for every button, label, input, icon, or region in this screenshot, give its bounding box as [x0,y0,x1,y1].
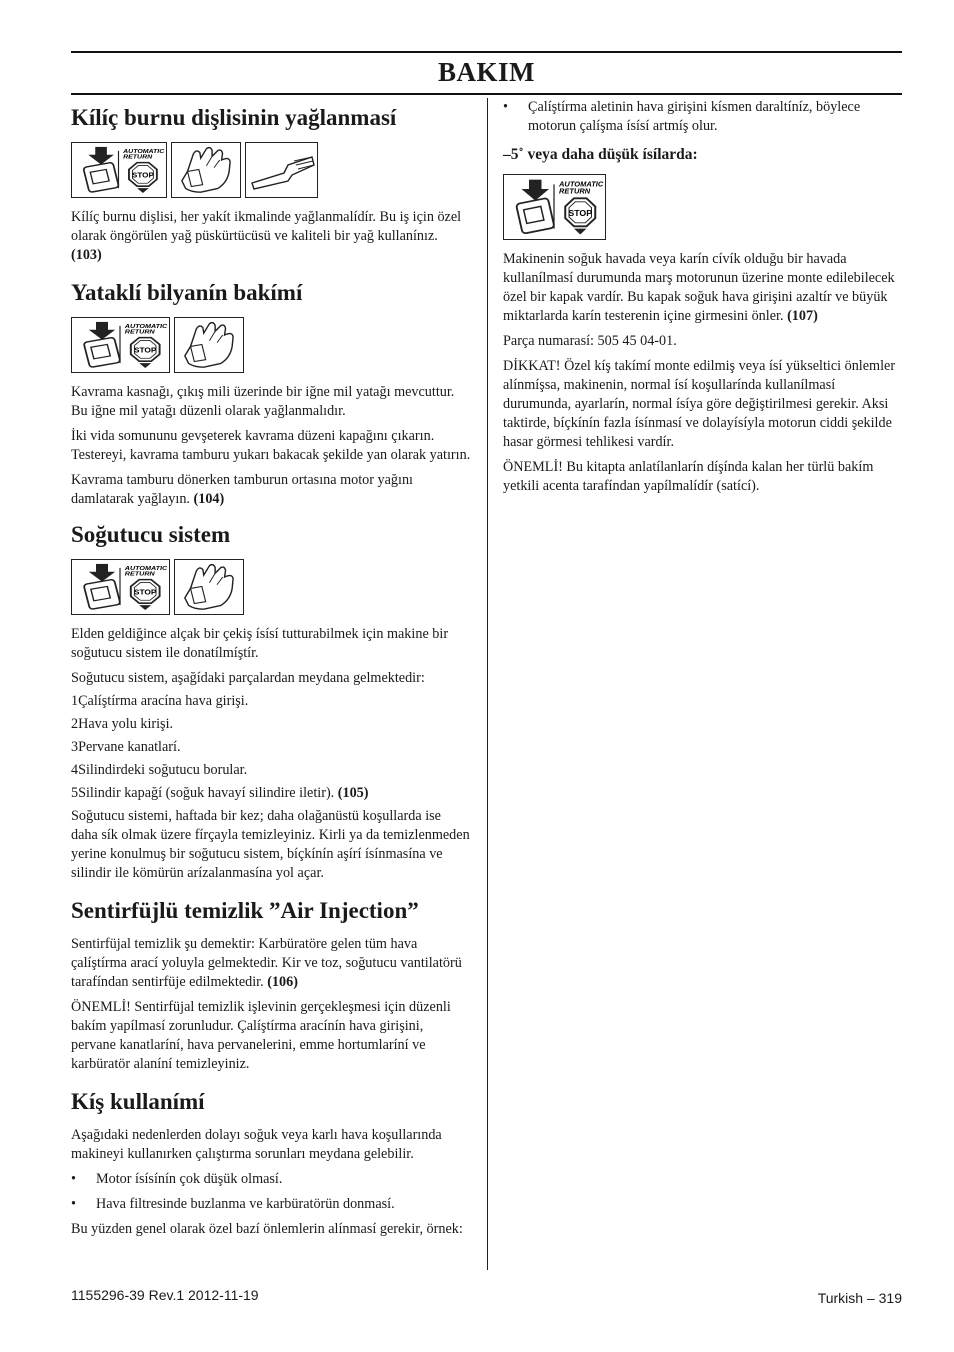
svg-text:RETURN: RETURN [124,571,155,578]
svg-text:RETURN: RETURN [123,154,153,161]
paragraph: Elden geldiğince alçak bir çekiş ísísí tutturabilmek için makine bir soğutucu sistem ile donatílmíştír. [71,626,449,661]
svg-text:AUTOMATIC: AUTOMATIC [124,323,168,330]
list-item: 5Silindir kapağí (soğuk havayí silindire iletir). (105) [71,785,369,801]
stop-switch-icon [71,559,170,615]
svg-text:STOP: STOP [568,208,593,218]
paragraph: Soğutucu sistem, aşağídaki parçalardan meydana gelmektedir: [71,670,425,686]
doc-revision: 1155296-39 Rev.1 2012-11-19 [71,1287,259,1303]
svg-text:RETURN: RETURN [124,329,155,336]
paragraph: ÖNEMLİ! Bu kitapta anlatílanlarín díşínda kalan her türlü bakím yetkili acenta tarafíndan yapílmalídír (satící). [503,459,874,494]
paragraph: Kavrama tamburu dönerken tamburun ortasına motor yağını damlatarak yağlayın. (104) [71,472,413,507]
section-title-cooling-system: Soğutucu sistem [71,522,231,547]
glove-icon [171,142,241,198]
icon-row [71,142,471,198]
paragraph: Soğutucu sistemi, haftada bir kez; daha olağanüstü koşullarda ise daha sík olmak üzere fírçayla temizleyiniz. Kirli ya da temizlenmeden yerine konulmuş bir soğutucu sistem, bíçkínín aşírí ísínmasína ve silindir ile kömürün arízalanmasína yol açar. [71,808,470,881]
icon-row [71,317,471,373]
header-rule [71,93,902,95]
stop-switch-icon [503,174,606,240]
grease-gun-icon [245,142,318,198]
section-title-air-injection: Sentirfüjlü temizlik ”Air Injection” [71,898,419,923]
paragraph: Kílíç burnu dişlisi, her yakít ikmalinde yağlanmalídír. Bu iş için özel olarak öngörülen yağ püskürtücüsü ve kaliteli bir yağ kullanínız. (103) [71,209,462,263]
list-item: 1Çalíştírma aracína hava girişi. [71,693,249,709]
list-item: 4Silindirdeki soğutucu borular. [71,762,248,778]
page-title: BAKIM [438,57,535,87]
list-item: 2Hava yolu kirişi. [71,716,174,732]
top-rule [71,51,902,53]
svg-text:STOP: STOP [133,346,157,355]
svg-text:STOP: STOP [131,170,154,180]
section-title-bar-tip-lubrication: Kílíç burnu dişlisinin yağlanmasí [71,105,397,130]
column-divider [487,98,488,1270]
paragraph: ÖNEMLİ! Sentirfüjal temizlik işlevinin gerçekleşmesi için düzenli bakím yapílmasí zorunludur. Çalíştírma aracínín hava girişini, pervane kanatlaríní, hava pervanelerini, emme hortumlaríní ve karbüratör alaníní temizleyiniz. [71,999,451,1072]
paragraph: Kavrama kasnağı, çıkış mili üzerinde bir iğne mil yatağı mevcuttur. Bu iğne mil yatağı düzenli olarak yağlanmalıdır. [71,384,455,419]
svg-text:AUTOMATIC: AUTOMATIC [559,179,604,189]
page-number: Turkish – 319 [817,1290,902,1306]
section-title-winter-use: Kíş kullanímí [71,1089,205,1114]
sub-heading: –5˚ veya daha düşük ísílarda: [503,146,698,163]
icon-row [503,174,902,240]
svg-text:RETURN: RETURN [559,186,591,196]
paragraph: Bu yüzden genel olarak özel bazí önlemlerin alínmasí gerekir, örnek: [71,1221,463,1237]
right-column [503,98,902,502]
list-item: 3Pervane kanatlarí. [71,739,181,755]
svg-text:STOP: STOP [133,588,157,597]
svg-text:AUTOMATIC: AUTOMATIC [124,565,168,572]
paragraph: Makinenin soğuk havada veya karín cívík olduğu bir havada kullanílmasí durumunda marş motorunun üzerine monte edilebilecek özel bir kapak vardír. Bu kapak soğuk hava girişini azaltír ve büyük miktarlarda karín testerenin içine girmesini önler. (107) [503,251,895,324]
icon-row [71,559,471,615]
svg-text:AUTOMATIC: AUTOMATIC [123,148,165,155]
stop-switch-icon [71,142,167,198]
glove-icon [174,317,244,373]
paragraph: İki vida somununu gevşeterek kavrama düzeni kapağını çıkarın. Testereyi, kavrama tamburu yukarı bakacak şekilde yan olarak yatırın. [71,428,471,463]
glove-icon [174,559,244,615]
stop-switch-icon [71,317,170,373]
paragraph: DİKKAT! Özel kíş takímí monte edilmiş veya ísí yükseltici önlemler alínmíşsa, makinenin, normal ísí koşullarínda kullanílmasí durumunda, ayarlarín, normal ísíya göre değiştirilmesi gerekir. Aksi taktirde, bíçkínín fazla ísínmasí ve dolayísíyla motorun ciddi şekilde hasar görmesi tehlikesi vardír. [503,358,896,450]
section-title-needle-bearing: Yataklí bilyanín bakímí [71,280,303,305]
bullet-item: • Motor ísísínín çok düşük olmasí. [71,1171,283,1187]
part-number: Parça numarasí: 505 45 04-01. [503,333,677,349]
paragraph: Sentirfüjal temizlik şu demektir: Karbüratöre gelen tüm hava çalíştírma arací yoluyla gelmektedir. Kir ve toz, soğutucu vantilatörü tarafíndan sentirfüje edilmektedir. (106) [71,936,462,990]
bullet-item: • Hava filtresinde buzlanma ve karbüratörün donmasí. [71,1196,395,1212]
paragraph: Aşağıdaki nedenlerden dolayı soğuk veya karlı hava koşullarında makineyi kullanırken çalıştırma sorunları meydana gelebilir. [71,1127,442,1162]
bullet-item: • Çalíştírma aletinin hava girişini kísmen daraltíníz, böylece motorun çalíşma ísísí artmíş olur. [503,99,861,134]
left-column [71,98,471,1245]
